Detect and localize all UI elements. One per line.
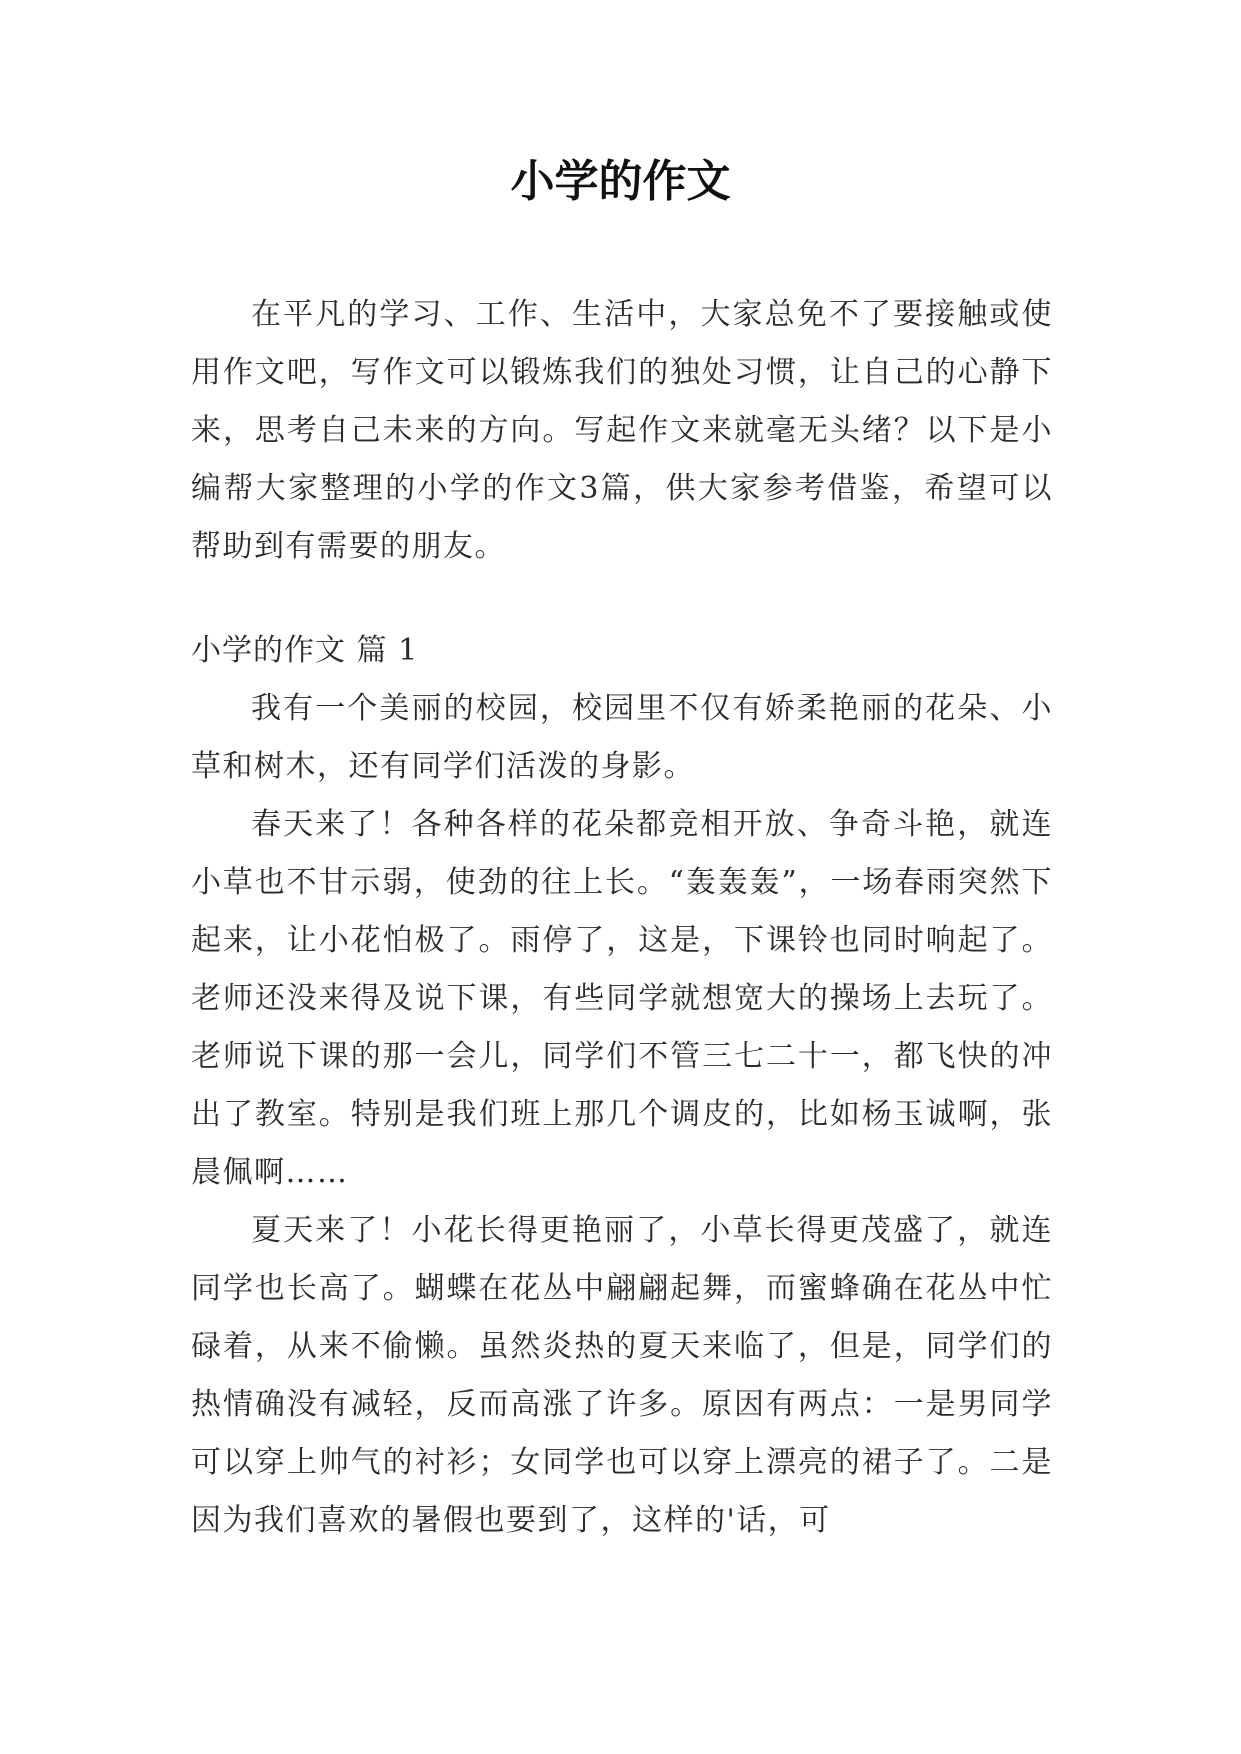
intro-paragraph: 在平凡的学习、工作、生活中，大家总免不了要接触或使用作文吧，写作文可以锻炼我们的独处习惯，让自己的心静下来，思考自己未来的方向。写起作文来就毫无头绪？以下是小编帮大家整理的小学的作文3篇，供大家参考借鉴，希望可以帮助到有需要的朋友。 (191, 297, 1053, 564)
body-paragraph: 我有一个美丽的校园，校园里不仅有娇柔艳丽的花朵、小草和树木，还有同学们活泼的身影。 (191, 691, 1053, 784)
body-paragraph: 春天来了！各种各样的花朵都竞相开放、争奇斗艳，就连小草也不甘示弱，使劲的往上长。“轰轰轰”，一场春雨突然下起来，让小花怕极了。雨停了，这是，下课铃也同时响起了。老师还没来得及说下课，有些同学就想宽大的操场上去玩了。老师说下课的那一会儿，同学们不管三七二十一，都飞快的冲出了教室。特别是我们班上那几个调皮的，比如杨玉诚啊，张晨佩啊…… (191, 807, 1053, 1190)
document-body (191, 286, 1053, 1550)
section-heading: 小学的作文 篇 1 (191, 633, 419, 668)
document-title: 小学的作文 (510, 156, 731, 207)
body-paragraph: 夏天来了！小花长得更艳丽了，小草长得更茂盛了，就连同学也长高了。蝴蝶在花丛中翩翩起舞，而蜜蜂确在花丛中忙碌着，从来不偷懒。虽然炎热的夏天来临了，但是，同学们的热情确没有减轻，反而高涨了许多。原因有两点：一是男同学可以穿上帅气的衬衫；女同学也可以穿上漂亮的裙子了。二是因为我们喜欢的暑假也要到了，这样的'话，可 (191, 1213, 1053, 1538)
